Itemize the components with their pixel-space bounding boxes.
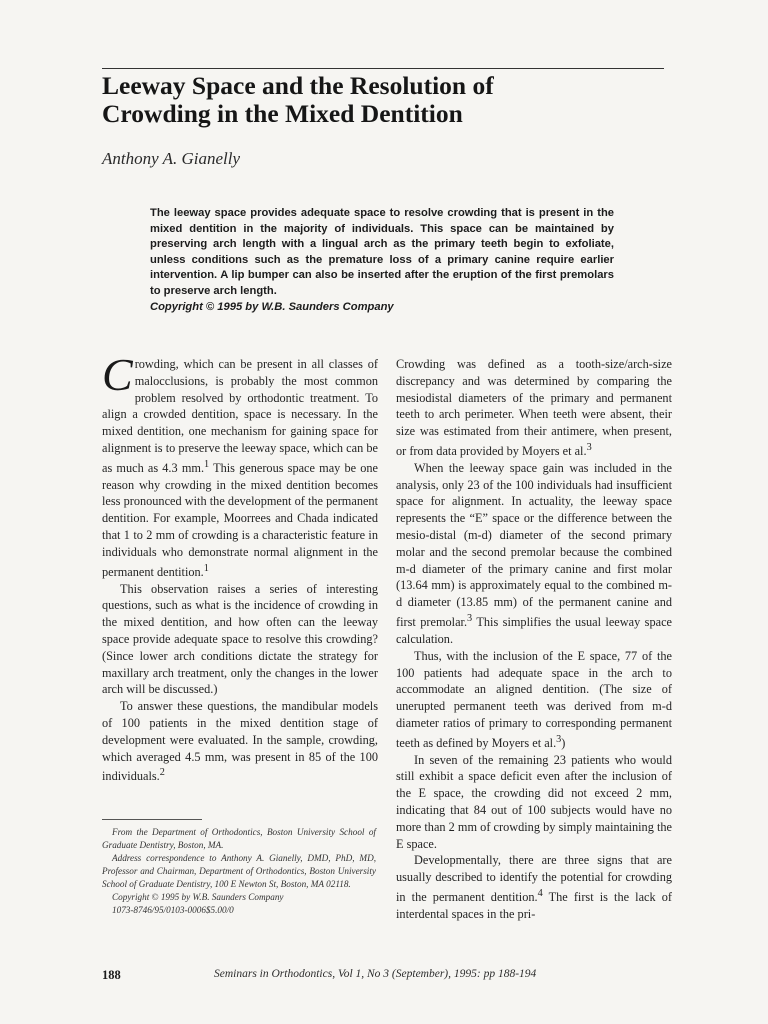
header-rule xyxy=(102,68,664,69)
title-line-1: Leeway Space and the Resolution of xyxy=(102,71,494,100)
body-column-right xyxy=(396,356,672,923)
body-column-left xyxy=(102,349,378,785)
citation: 1 xyxy=(203,562,209,574)
paragraph: In seven of the remaining 23 patients who would still exhibit a space deficit even after the inclusion of the E space, the crowding did not exceed 2 mm, indicating that 84 out of 100 subjects would have no more than 2 mm of crowding by simply maintaining the E space. xyxy=(396,752,672,851)
paragraph: To answer these questions, the mandibular models of 100 patients in the mixed dentition stage of development were evaluated. In the sample, crowding, which averaged 4.5 mm, was present in 85 of the 100 individuals.$^2$ xyxy=(102,699,378,784)
citation: 3 xyxy=(467,613,473,625)
paragraph: Developmentally, there are three signs that are usually described to identify the potential for crowding in the permanent dentition.$^4$ The first is the lack of interdental spaces in the pri- xyxy=(396,853,672,921)
author-name: Anthony A. Gianelly xyxy=(102,149,241,168)
page-number: 188 xyxy=(102,968,121,982)
footnote-code: 1073-8746/95/0103-0006$5.00/0 xyxy=(112,905,234,915)
drop-cap: C xyxy=(102,349,133,400)
footnote-copyright: Copyright © 1995 by W.B. Saunders Company xyxy=(112,892,284,902)
paragraph: When the leeway space gain was included in the analysis, only 23 of the 100 individuals had insufficient space for alignment. In actuality, the leeway space represents the “E” space or the difference between the mesio-distal (m-d) diameter of the second primary molar and the second premolar because the combined m-d diameter of the primary canine and first molar (13.64 mm) is approximately equal to the combined m-d diameter (13.85 mm) of the permanent canine and first premolar.$^3$ This simplifies the usual leeway space calculation. xyxy=(396,460,672,646)
title-line-2: Crowding in the Mixed Dentition xyxy=(102,99,463,128)
paragraph: Crowding, which can be present in all classes of malocclusions, is probably the most common problem resolved by orthodontic treatment. To align a crowded dentition, space is necessary. In the mixed dentition, one mechanism for gaining space for alignment is to preserve the leeway space, which can be as much as 4.3 mm.$^1$ This generous space may be one reason why crowding in the mixed dentition becomes less pronounced with the development of the permanent dentition. For example, Moorrees and Chada indicated that 1 to 2 mm of crowding is a characteristic feature in individuals who demonstrate normal alignment in the permanent dentition.$^1$ xyxy=(102,349,378,579)
citation: 2 xyxy=(159,767,165,779)
paragraph: Crowding was defined as a tooth-size/arch-size discrepancy and was determined by comparing the mesiodistal diameters of the primary and permanent teeth to arch perimeter. When teeth were absent, their size was estimated from their antimere, when present, or from data provided by Moyers et al.$^3$ xyxy=(396,357,672,459)
abstract xyxy=(150,206,614,315)
footnote-rule xyxy=(102,819,202,820)
footnote xyxy=(102,826,376,917)
citation: 1 xyxy=(204,458,210,470)
paragraph: Thus, with the inclusion of the E space, 77 of the 100 patients had adequate space in the arch to accommodate an aligned dentition. (The size of unerupted permanent teeth was derived from m-d diameter ratios of primary to corresponding permanent teeth as defined by Moyers et al.$^3$) xyxy=(396,648,672,750)
citation: 3 xyxy=(556,733,562,745)
footnote-affiliation: From the Department of Orthodontics, Boston University School of Graduate Dentistry, Boston, MA. xyxy=(102,827,376,850)
abstract-text: The leeway space provides adequate space to resolve crowding that is present in the mixed dentition in the majority of individuals. This space can be maintained by preserving arch length with a lingual arch as the primary teeth begin to exfoliate, unless conditions such as the premature loss of a primary canine require earlier intervention. A lip bumper can also be inserted after the eruption of the first premolars to preserve arch length. xyxy=(150,207,614,297)
abstract-copyright: Copyright © 1995 by W.B. Saunders Company xyxy=(150,300,394,313)
citation: 4 xyxy=(537,887,543,899)
journal-citation: Seminars in Orthodontics, Vol 1, No 3 (September), 1995: pp 188-194 xyxy=(214,968,537,980)
paragraph: This observation raises a series of interesting questions, such as what is the incidence of crowding in the mixed dentition, and how often can the leeway space provide adequate space to resolve this crowding? (Since lower arch conditions dictate the strategy for maxillary arch treatment, only the changes in the lower arch will be discussed.) xyxy=(102,581,378,697)
footnote-correspondence: Address correspondence to Anthony A. Gianelly, DMD, PhD, MD, Professor and Chairman, Department of Orthodontics, Boston University School of Graduate Dentistry, 100 E Newton St, Boston, MA 02118. xyxy=(102,853,376,889)
citation: 3 xyxy=(586,441,592,453)
article-title xyxy=(102,72,662,128)
